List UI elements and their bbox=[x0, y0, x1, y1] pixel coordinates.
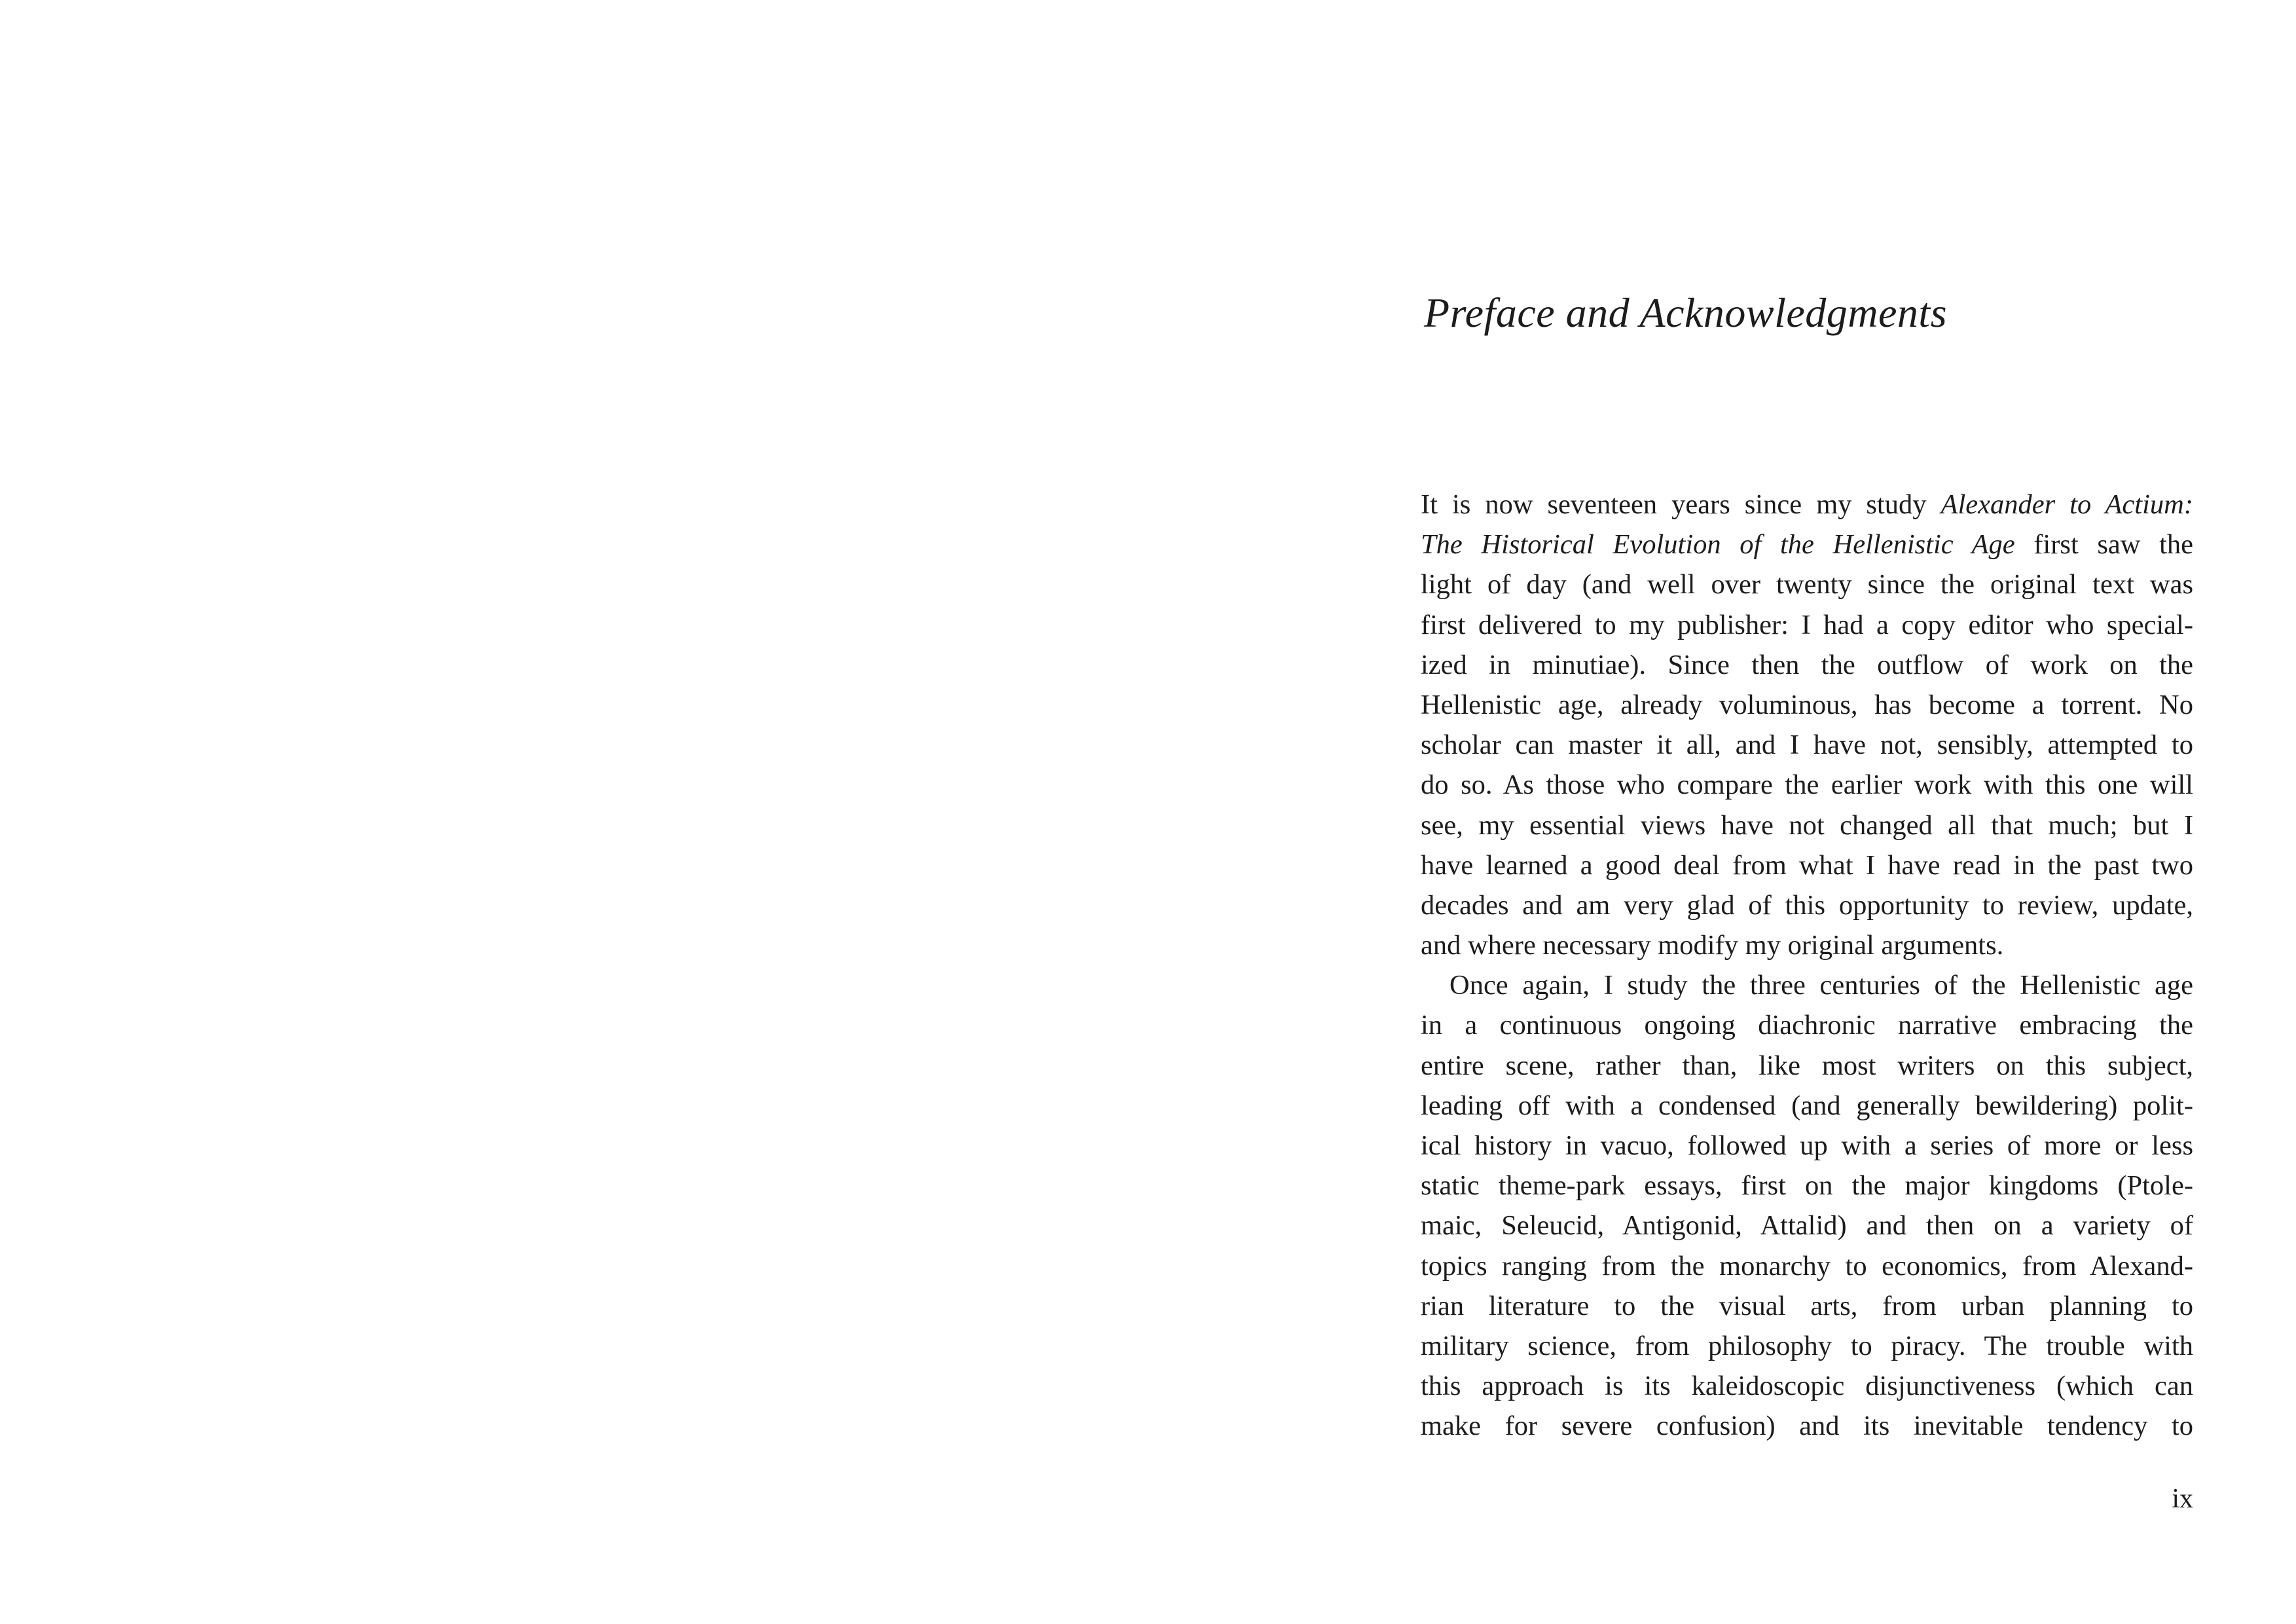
text-line: ical history in vacuo, followed up with a series of more or less bbox=[1421, 1130, 2193, 1161]
text-line: light of day (and well over twenty since the original text was bbox=[1421, 569, 2193, 600]
text-line: static theme-park essays, first on the major kingdoms (Ptole- bbox=[1421, 1170, 2193, 1202]
text-line: first delivered to my publisher: I had a copy editor who special- bbox=[1421, 609, 2193, 640]
chapter-title: Preface and Acknowledgments bbox=[1424, 289, 1948, 336]
text-line: maic, Seleucid, Antigonid, Attalid) and then on a variety of bbox=[1421, 1210, 2193, 1242]
text-line: have learned a good deal from what I have read in the past two bbox=[1421, 849, 2193, 881]
text-line: leading off with a condensed (and generally bewildering) polit- bbox=[1421, 1090, 2193, 1121]
paragraph-1 bbox=[1421, 485, 2193, 965]
text-line bbox=[1421, 525, 2193, 564]
text-line: entire scene, rather than, like most writers on this subject, bbox=[1421, 1050, 2193, 1081]
text-line: and where necessary modify my original arguments. bbox=[1421, 930, 2004, 961]
text-run: It is now seventeen years since my study bbox=[1421, 489, 1941, 520]
book-title-italic: Alexander to Actium: bbox=[1941, 489, 2193, 520]
text-line: rian literature to the visual arts, from urban planning to bbox=[1421, 1290, 2193, 1321]
text-line: scholar can master it all, and I have not, sensibly, attempted to bbox=[1421, 729, 2193, 761]
text-line: in a continuous ongoing diachronic narrative embracing the bbox=[1421, 1010, 2193, 1041]
text-line: topics ranging from the monarchy to economics, from Alexand- bbox=[1421, 1250, 2193, 1282]
text-line: this approach is its kaleidoscopic disjunctiveness (which can bbox=[1421, 1371, 2193, 1402]
text-line bbox=[1421, 485, 2193, 525]
text-line: Hellenistic age, already voluminous, has become a torrent. No bbox=[1421, 689, 2193, 720]
page-number: ix bbox=[2172, 1484, 2193, 1514]
text-line: see, my essential views have not changed all that much; but I bbox=[1421, 809, 2193, 841]
text-line: do so. As those who compare the earlier work with this one will bbox=[1421, 769, 2193, 801]
text-line: ized in minutiae). Since then the outflow of work on the bbox=[1421, 649, 2193, 680]
text-run: first saw the bbox=[2014, 529, 2194, 561]
text-line: make for severe confusion) and its inevitable tendency to bbox=[1421, 1411, 2193, 1442]
paragraph-2 bbox=[1421, 965, 2193, 1446]
text-line: decades and am very glad of this opportunity to review, update, bbox=[1421, 889, 2193, 921]
book-subtitle-italic: The Historical Evolution of the Hellenistic Age bbox=[1421, 529, 2015, 561]
body-text bbox=[1421, 485, 2193, 1447]
text-line: military science, from philosophy to piracy. The trouble with bbox=[1421, 1330, 2193, 1361]
text-line: Once again, I study the three centuries of the Hellenistic age bbox=[1449, 970, 2193, 1001]
